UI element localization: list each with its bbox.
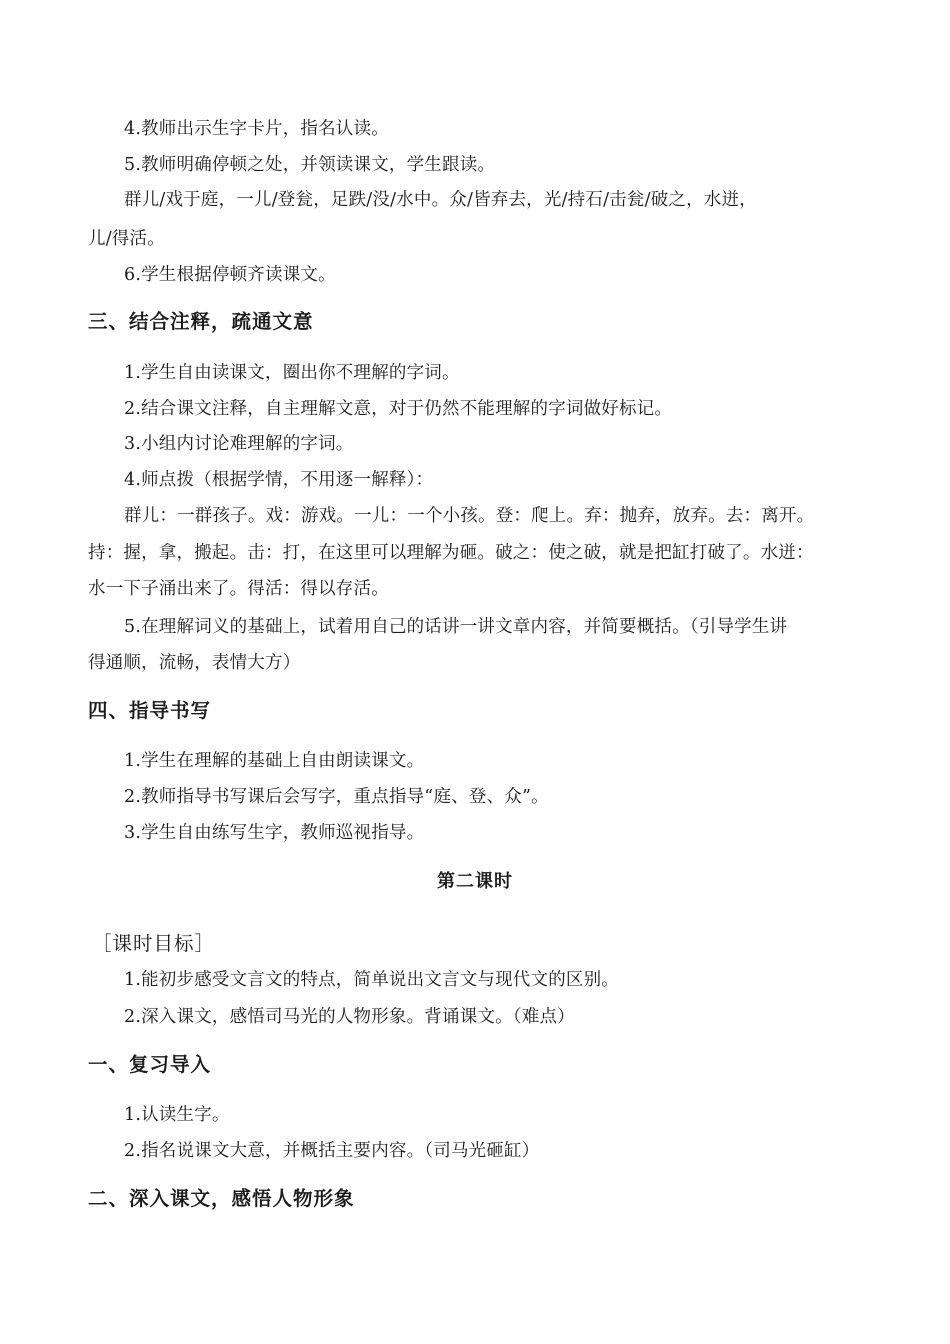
text-line: 4.师点拨（根据学情，不用逐一解释）： [124, 470, 434, 490]
text-line: 1.能初步感受文言文的特点，简单说出文言文与现代文的区别。 [124, 970, 619, 990]
text-line: 水一下子涌出来了。得活：得以存活。 [88, 579, 389, 599]
text-line: 1.学生自由读课文，圈出你不理解的字词。 [124, 363, 460, 383]
text-line: 3.小组内讨论难理解的字词。 [124, 434, 354, 454]
section-heading-review: 一、复习导入 [88, 1053, 212, 1076]
text-line: 儿/得活。 [88, 229, 165, 249]
text-line: 4.教师出示生字卡片，指名认读。 [124, 119, 389, 139]
text-line: 得通顺，流畅，表情大方） [88, 653, 301, 673]
text-line: 群儿/戏于庭，一儿/登瓮，足跌/没/水中。众/皆弃去，光/持石/击瓮/破之，水迸， [124, 190, 757, 210]
text-line: 5.在理解词义的基础上，试着用自己的话讲一讲文章内容，并简要概括。（引导学生讲 [124, 617, 788, 637]
text-line: 持：握，拿，搬起。击：打，在这里可以理解为砸。破之：使之破，就是把缸打破了。水迸： [88, 543, 814, 563]
section-heading-four: 四、指导书写 [88, 699, 212, 722]
section-heading-three: 三、结合注释，疏通文意 [88, 310, 314, 333]
text-line: 5.教师明确停顿之处，并领读课文，学生跟读。 [124, 155, 496, 175]
lesson-title: 第二课时 [437, 871, 513, 892]
text-line: 1.学生在理解的基础上自由朗读课文。 [124, 751, 425, 771]
section-heading-deep-reading: 二、深入课文，感悟人物形象 [88, 1187, 355, 1210]
text-line: 2.教师指导书写课后会写字，重点指导“庭、登、众”。 [124, 787, 549, 807]
text-line: 1.认读生字。 [124, 1105, 230, 1125]
text-line: 2.结合课文注释，自主理解文意，对于仍然不能理解的字词做好标记。 [124, 399, 673, 419]
objectives-heading: ［课时目标］ [92, 932, 216, 955]
text-line: 群儿：一群孩子。戏：游戏。一儿：一个小孩。登：爬上。弃：抛弃，放弃。去：离开。 [124, 506, 815, 526]
text-line: 2.深入课文，感悟司马光的人物形象。背诵课文。（难点） [124, 1007, 575, 1027]
text-line: 3.学生自由练写生字，教师巡视指导。 [124, 823, 425, 843]
text-line: 6.学生根据停顿齐读课文。 [124, 265, 336, 285]
text-line: 2.指名说课文大意，并概括主要内容。（司马光砸缸） [124, 1141, 540, 1161]
